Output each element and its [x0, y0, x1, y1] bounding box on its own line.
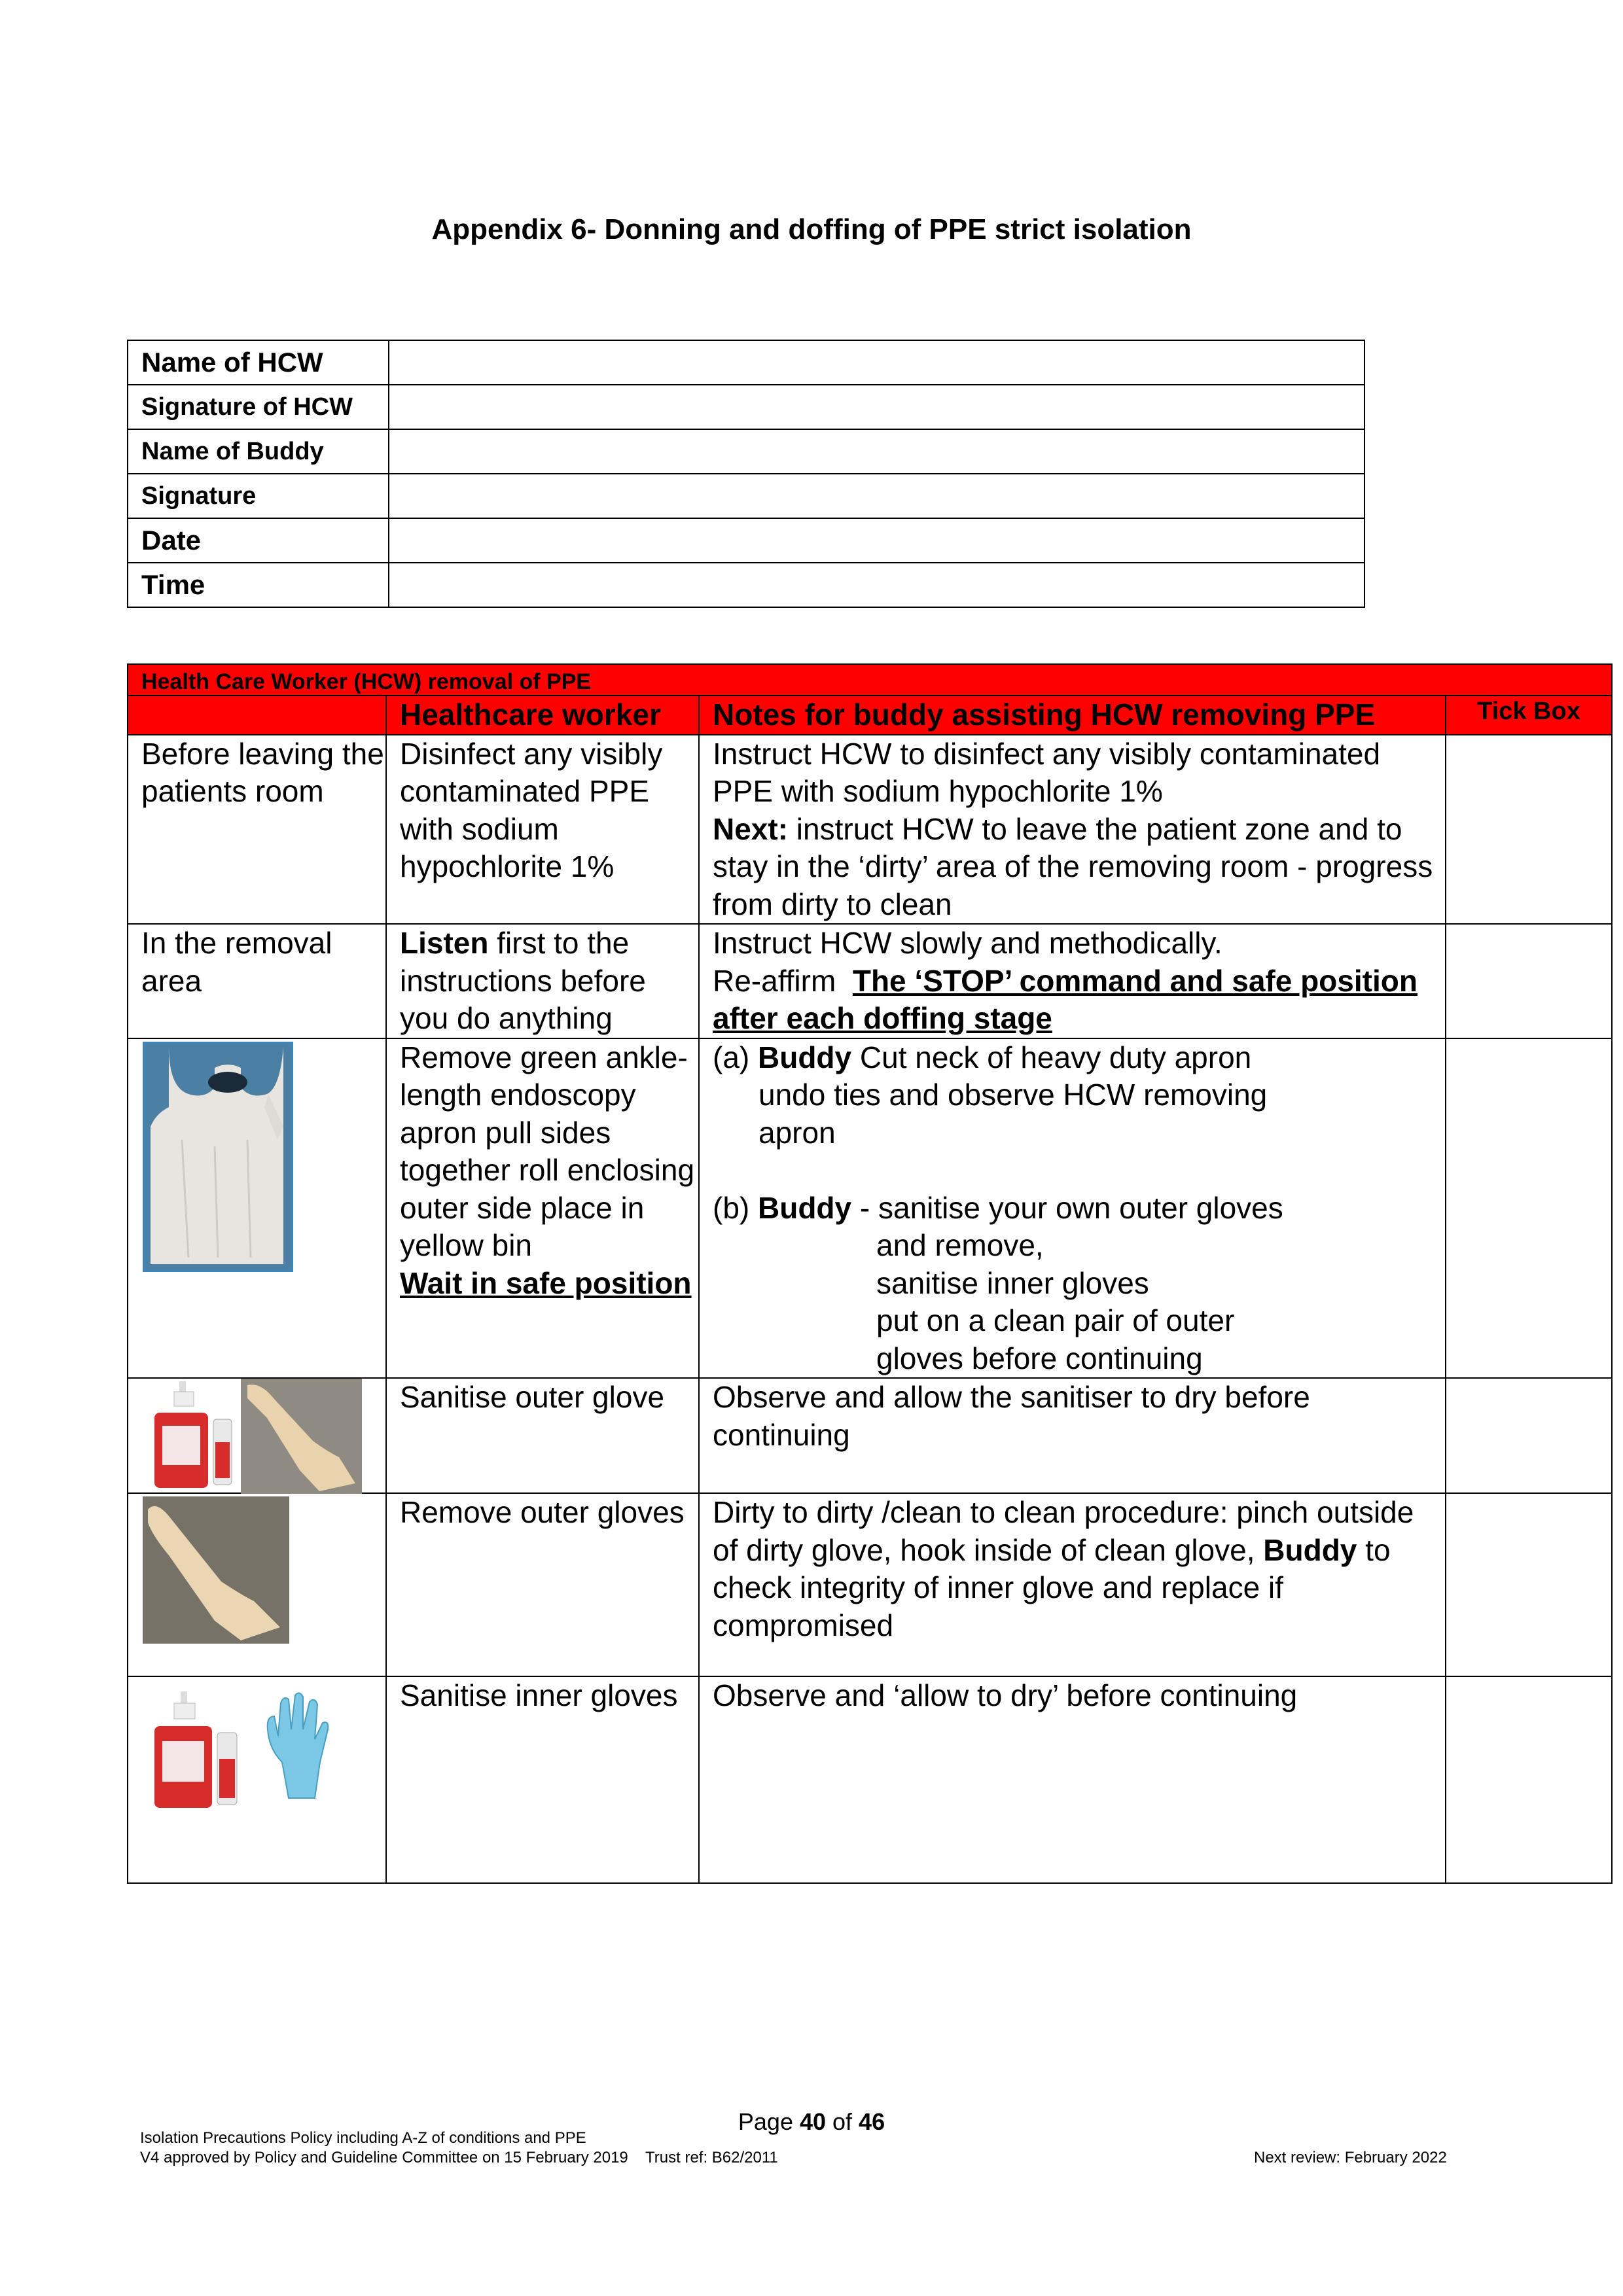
header-tick-box: Tick Box [1446, 696, 1612, 735]
tick-box[interactable] [1446, 1378, 1612, 1493]
row-notes [699, 924, 1446, 1038]
table-row [128, 735, 1612, 925]
wait-safe-position: Wait in safe position [400, 1265, 692, 1300]
page-total: 46 [859, 2108, 885, 2135]
notes-text: Re-affirm [713, 963, 853, 998]
notes-buddy: Buddy [1263, 1532, 1357, 1567]
action-text: Remove green ankle- length endoscopy apron pull sides together roll enclosing outer side place in yellow bin [400, 1040, 695, 1262]
header-empty [128, 696, 386, 735]
notes-next-label: Next: [713, 811, 789, 846]
detail-label: Date [128, 518, 389, 563]
stop-command-text: The ‘STOP’ command and safe position after each doffing stage [713, 963, 1418, 1035]
notes-text: gloves before continuing [876, 1341, 1203, 1375]
table-title: Health Care Worker (HCW) removal of PPE [128, 664, 699, 696]
sanitiser-bottle-image [148, 1380, 240, 1492]
page-number-prefix: Page [738, 2108, 800, 2135]
row-notes: Observe and allow the sanitiser to dry before continuing [699, 1378, 1446, 1493]
row-action [386, 1038, 699, 1379]
sanitiser-bottle-image [148, 1690, 246, 1811]
page-title: Appendix 6- Donning and doffing of PPE strict isolation [431, 213, 1192, 245]
row-notes [699, 1493, 1446, 1676]
row-stage: Before leaving the patients room [128, 735, 386, 925]
table-row [128, 924, 1612, 1038]
row-action: Remove outer gloves [386, 1493, 699, 1676]
detail-value-field[interactable] [389, 340, 1364, 385]
notes-text: instruct HCW to leave the patient zone and to stay in the ‘dirty’ area of the removing room - progress from dirty to clean [713, 811, 1433, 921]
notes-buddy: Buddy [758, 1040, 852, 1074]
apron-image-cell [128, 1038, 386, 1379]
footer-approval: V4 approved by Policy and Guideline Committee on 15 February 2019 Trust ref: B62/2011 [140, 2149, 778, 2166]
details-table [127, 340, 1365, 608]
sanitiser-blue-glove-image-cell [128, 1676, 386, 1883]
detail-label: Time [128, 563, 389, 607]
header-healthcare-worker: Healthcare worker [386, 696, 699, 735]
row-stage: In the removal area [128, 924, 386, 1038]
table-title-filler [699, 664, 1612, 696]
row-notes [699, 1038, 1446, 1379]
notes-buddy: Buddy [758, 1190, 852, 1225]
notes-text: apron [758, 1115, 836, 1150]
glove-image-cell [128, 1493, 386, 1676]
table-row [128, 1493, 1612, 1676]
notes-text: Instruct HCW to disinfect any visibly contaminated PPE with sodium hypochlorite 1% [713, 736, 1381, 808]
table-row [128, 1038, 1612, 1379]
notes-text: Dirty to dirty /clean to clean procedure: pinch outside of dirty glove, hook inside of clean glove, [713, 1495, 1414, 1567]
tick-box[interactable] [1446, 735, 1612, 925]
notes-b-prefix: (b) [713, 1190, 758, 1225]
ppe-removal-table [127, 663, 1613, 1884]
detail-label: Name of Buddy [128, 429, 389, 474]
notes-text: Instruct HCW slowly and methodically. [713, 926, 1222, 960]
notes-text: put on a clean pair of outer [876, 1303, 1235, 1337]
notes-text: and remove, [876, 1228, 1044, 1262]
detail-label: Signature of HCW [128, 385, 389, 429]
detail-value-field[interactable] [389, 563, 1364, 607]
notes-a-prefix: (a) [713, 1040, 758, 1074]
row-action: Disinfect any visibly contaminated PPE with sodium hypochlorite 1% [386, 735, 699, 925]
tick-box[interactable] [1446, 1676, 1612, 1883]
footer-policy-title: Isolation Precautions Policy including A-Z of conditions and PPE [140, 2129, 586, 2147]
row-notes [699, 735, 1446, 925]
detail-value-field[interactable] [389, 429, 1364, 474]
glove-hand-image [143, 1496, 289, 1644]
notes-text: undo ties and observe HCW removing [758, 1078, 1268, 1112]
row-action: Sanitise inner gloves [386, 1676, 699, 1883]
row-action [386, 924, 699, 1038]
notes-text: to check integrity of inner glove and replace if compromised [713, 1532, 1391, 1642]
detail-value-field[interactable] [389, 474, 1364, 518]
action-text: first to the instructions before you do anything [400, 926, 646, 1035]
row-action: Sanitise outer glove [386, 1378, 699, 1493]
apron-image [143, 1042, 293, 1272]
row-notes: Observe and ‘allow to dry’ before continuing [699, 1676, 1446, 1883]
detail-label: Signature [128, 474, 389, 518]
tick-box[interactable] [1446, 1493, 1612, 1676]
action-emphasis: Listen [400, 926, 489, 960]
glove-hand-image [241, 1379, 362, 1494]
tick-box[interactable] [1446, 1038, 1612, 1379]
table-row [128, 1378, 1612, 1493]
detail-value-field[interactable] [389, 385, 1364, 429]
footer-next-review: Next review: February 2022 [1254, 2149, 1447, 2166]
header-notes: Notes for buddy assisting HCW removing PPE [699, 696, 1446, 735]
detail-value-field[interactable] [389, 518, 1364, 563]
tick-box[interactable] [1446, 924, 1612, 1038]
blue-glove-image [262, 1690, 334, 1801]
page-of: of [826, 2108, 859, 2135]
table-row [128, 1676, 1612, 1883]
page-current: 40 [799, 2108, 827, 2135]
notes-text: Cut neck of heavy duty apron [851, 1040, 1252, 1074]
notes-text: sanitise inner gloves [876, 1265, 1149, 1300]
notes-text: - sanitise your own outer gloves [851, 1190, 1283, 1225]
detail-label: Name of HCW [128, 340, 389, 385]
sanitiser-glove-image-cell [128, 1378, 386, 1493]
